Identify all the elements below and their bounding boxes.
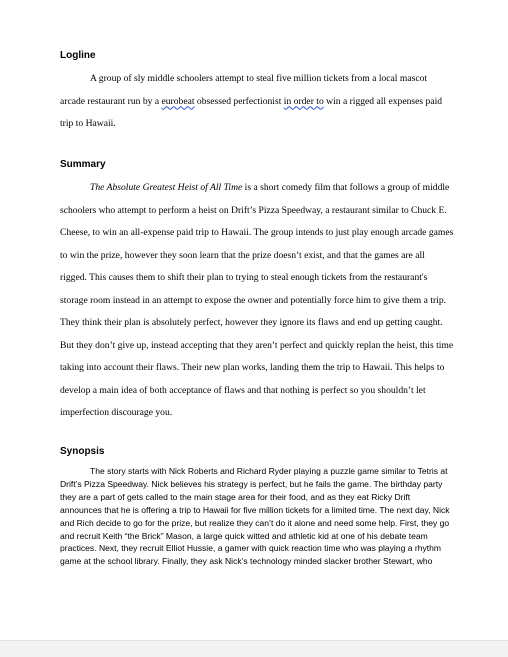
grammar-flag-in-order-to[interactable]: in order to [283, 95, 324, 107]
logline-text-2: obsessed perfectionist [194, 95, 284, 107]
page-gutter [0, 640, 508, 657]
summary-heading: Summary [60, 159, 106, 170]
summary-paragraph [60, 177, 454, 425]
logline-heading: Logline [60, 50, 96, 61]
logline-text-1: A group of sly middle schoolers attempt to steal five million tickets from a local mascot arcade restaurant run by a [60, 73, 428, 107]
logline-text-3: win a rigged all expenses paid trip to Hawaii. [60, 95, 443, 129]
synopsis-paragraph: The story starts with Nick Roberts and Richard Ryder playing a puzzle game similar to Tetris at Drift’s Pizza Speedway. Nick believes his strategy is perfect, but he fails the game. The birthday party they are a part of gets called to the main stage area for their food, and as they eat Ricky Drift announces that he is offering a trip to Hawaii for five million tickets for a limited time. The next day, Nick and Rich decide to go for the prize, but realize they can’t do it alone and need some help. First, they go and recruit Keith “the Brick” Mason, a large quick witted and athletic kid at one of his debate team practices. Next, they recruit Elliot Hussie, a gamer with quick reaction time who was playing a rhythm game at the school library. Finally, they ask Nick’s technology minded slacker brother Stewart, who [60, 466, 450, 567]
spelling-flag-eurobeat[interactable]: eurobeat [161, 95, 195, 107]
synopsis-heading: Synopsis [60, 446, 105, 457]
summary-body: is a short comedy film that follows a group of middle schoolers who attempt to perform a heist on Drift’s Pizza Speedway, a restaurant similar to Chuck E. Cheese, to win an all-expense paid trip to Hawaii. The group intends to just play enough arcade games to win the prize, however they soon learn that the prize doesn’t exist, and that the games are all rigged. This causes them to shift their plan to trying to steal enough tickets from the restaurant's storage room instead in an attempt to expose the owner and potentially force him to give them a trip. They think their plan is absolutely perfect, however they ignore its flaws and end up getting caught. But they don’t give up, instead accepting that they aren’t perfect and quickly replan the heist, this time taking into account their flaws. Their new plan works, landing them the trip to Hawaii. This helps to develop a main idea of both acceptance of flaws and that nothing is perfect so you shouldn’t let imperfection discourage you. [60, 182, 454, 418]
logline-paragraph [60, 68, 454, 136]
film-title: The Absolute Greatest Heist of All Time [90, 182, 243, 193]
